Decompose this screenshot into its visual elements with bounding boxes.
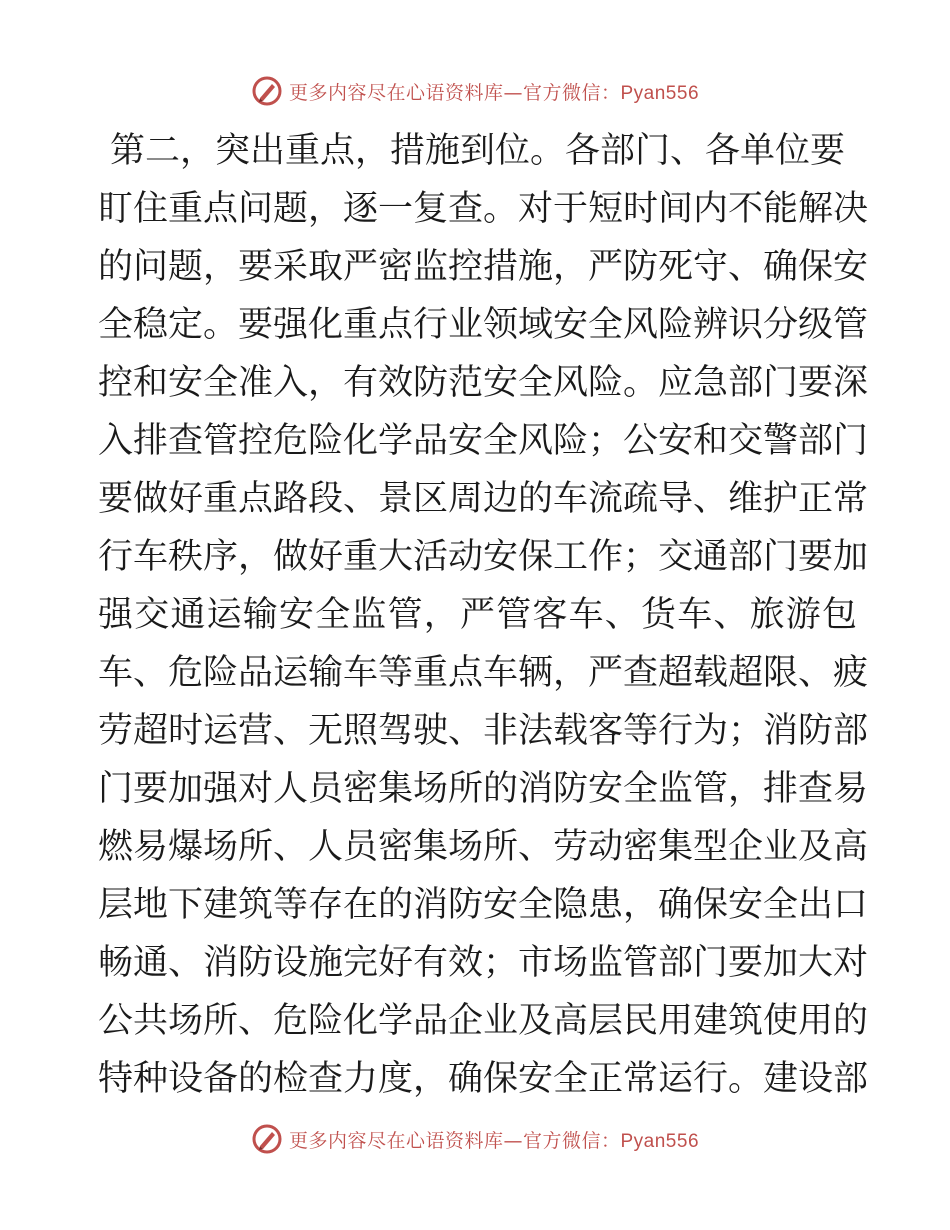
body-line: 控和安全准入，有效防范安全风险。应急部门要深 [98, 363, 869, 403]
body-line: 层地下建筑等存在的消防安全隐患，确保安全出口 [98, 885, 869, 925]
body-line: 劳超时运营、无照驾驶、非法载客等行为；消防部 [98, 711, 869, 751]
body-line: 全稳定。要强化重点行业领域安全风险辨识分级管 [98, 305, 869, 345]
body-line: 公共场所、危险化学品企业及高层民用建筑使用的 [98, 1001, 869, 1041]
body-line: 的问题，要采取严密监控措施，严防死守、确保安 [98, 247, 869, 287]
pen-seal-icon [251, 75, 283, 107]
header-banner [0, 71, 950, 111]
body-line: 门要加强对人员密集场所的消防安全监管，排查易 [98, 769, 869, 809]
body-line: 特种设备的检查力度，确保安全正常运行。建设部 [98, 1059, 869, 1099]
body-line: 燃易爆场所、人员密集场所、劳动密集型企业及高 [98, 827, 869, 867]
body-line: 车、危险品运输车等重点车辆，严查超载超限、疲 [98, 653, 869, 693]
body-line: 盯住重点问题，逐一复查。对于短时间内不能解决 [98, 189, 869, 229]
body-line: 强交通运输安全监管，严管客车、货车、旅游包 [98, 595, 859, 635]
body-line: 要做好重点路段、景区周边的车流疏导、维护正常 [98, 479, 869, 519]
footer-banner-text: 更多内容尽在心语资料库—官方微信：Pyan556 [288, 1129, 700, 1152]
body-line: 第二，突出重点，措施到位。各部门、各单位要 [110, 131, 846, 171]
body-line: 入排查管控危险化学品安全风险；公安和交警部门 [98, 421, 869, 461]
pen-seal-icon [251, 1123, 283, 1155]
body-line: 畅通、消防设施完好有效；市场监管部门要加大对 [98, 943, 869, 983]
header-banner-text: 更多内容尽在心语资料库—官方微信：Pyan556 [288, 81, 700, 104]
body-line: 行车秩序，做好重大活动安保工作；交通部门要加 [98, 537, 869, 577]
document-body [98, 122, 869, 1108]
footer-banner [0, 1119, 950, 1159]
